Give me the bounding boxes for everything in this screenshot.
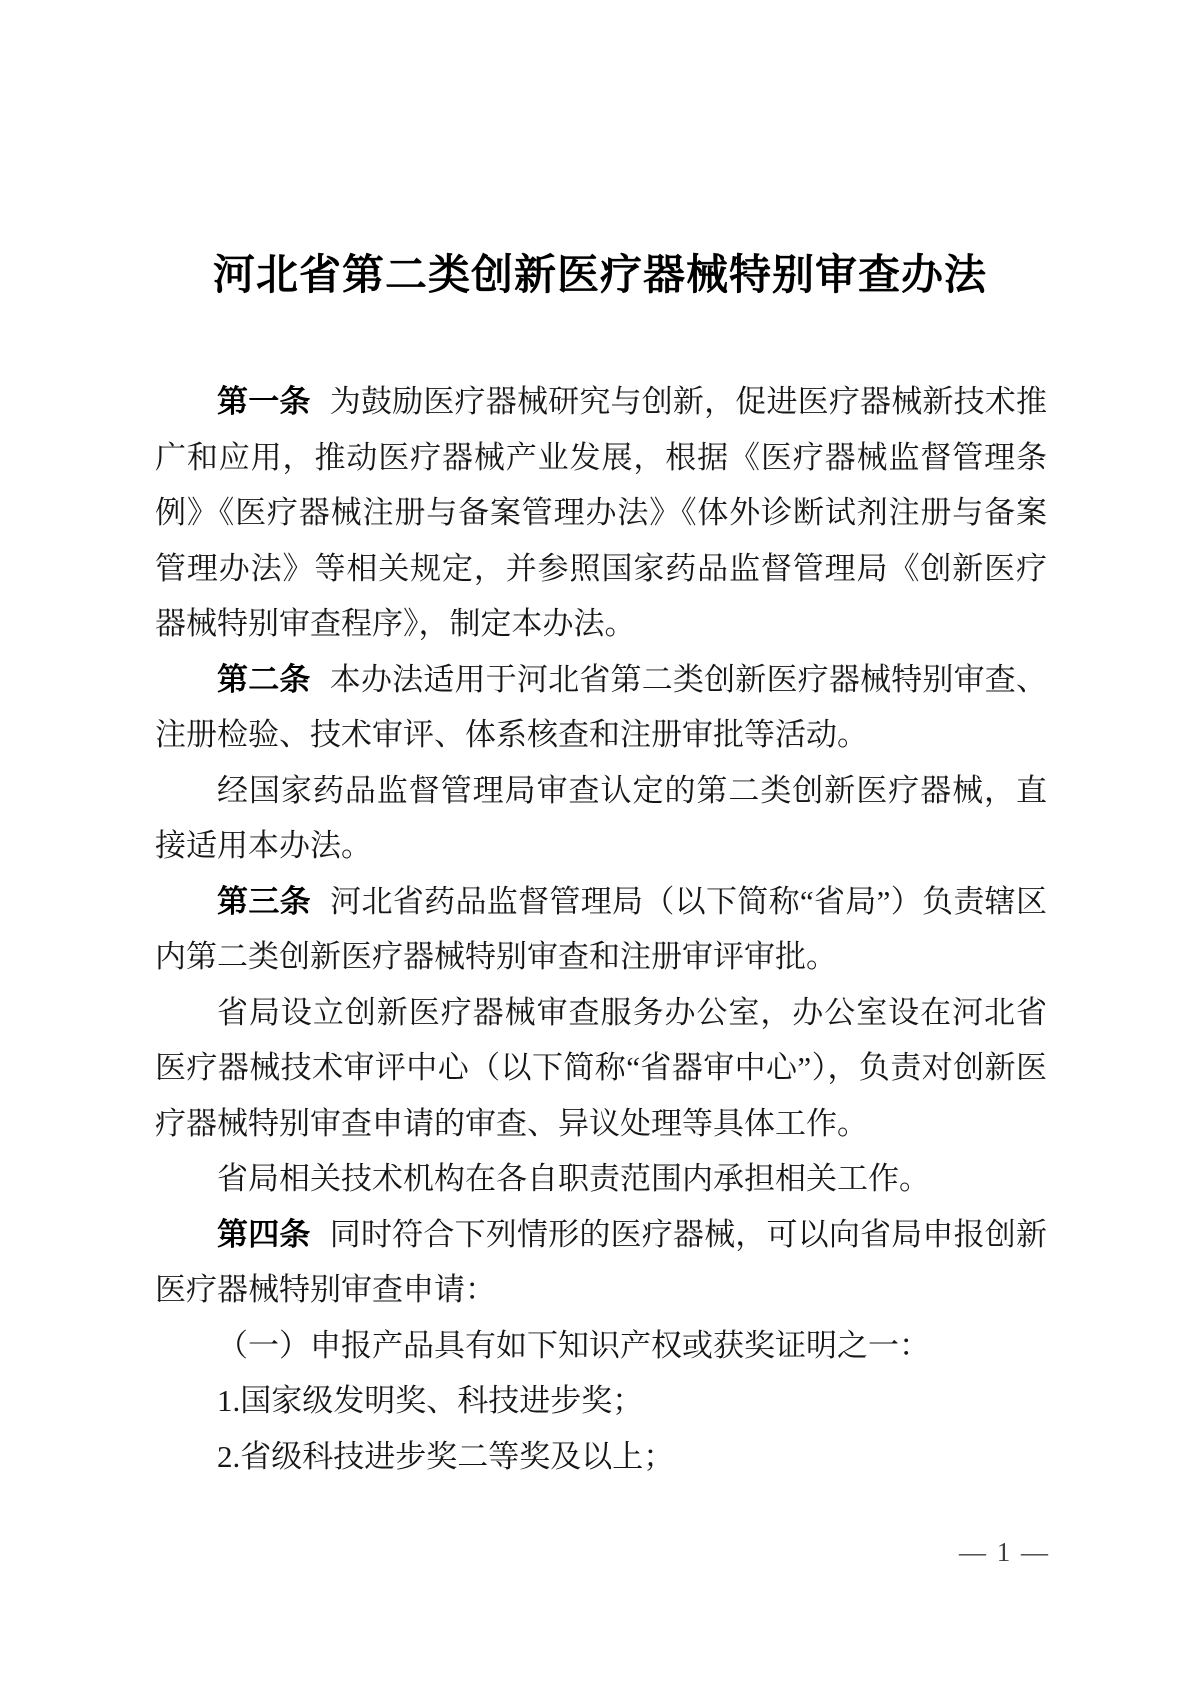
paragraph-subitem-2: [155, 1429, 1047, 1485]
paragraph-article-1: [155, 374, 1047, 652]
paragraph-article-4: [155, 1207, 1047, 1318]
document-body: [155, 374, 1047, 1484]
paragraph-text: 经国家药品监督管理局审查认定的第二类创新医疗器械，直接适用本办法。: [155, 772, 1047, 863]
paragraph-article-2-cont: [155, 763, 1047, 874]
article-number: 第四条: [217, 1216, 311, 1252]
paragraph-text: 2.省级科技进步奖二等奖及以上；: [217, 1438, 675, 1474]
paragraph-text: 1.国家级发明奖、科技进步奖；: [217, 1383, 644, 1418]
paragraph-text: （一）申报产品具有如下知识产权或获奖证明之一：: [217, 1327, 930, 1363]
article-number: 第一条: [217, 384, 311, 419]
article-number: 第三条: [217, 883, 311, 919]
paragraph-text: 省局设立创新医疗器械审查服务办公室，办公室设在河北省医疗器械技术审评中心（以下简称“省器审中心”），负责对创新医疗器械特别审查申请的审查、异议处理等具体工作。: [155, 994, 1047, 1141]
paragraph-article-3-cont-1: [155, 985, 1047, 1152]
paragraph-item-1: [155, 1318, 1047, 1374]
paragraph-text: 河北省药品监督管理局（以下简称“省局”）负责辖区内第二类创新医疗器械特别审查和注册审评审批。: [155, 883, 1047, 974]
paragraph-text: 本办法适用于河北省第二类创新医疗器械特别审查、注册检验、技术审评、体系核查和注册审批等活动。: [155, 661, 1048, 752]
paragraph-subitem-1: [155, 1373, 1047, 1429]
article-number: 第二条: [217, 661, 311, 697]
paragraph-article-2: [155, 652, 1047, 763]
paragraph-article-3: [155, 874, 1047, 985]
paragraph-text: 同时符合下列情形的医疗器械，可以向省局申报创新医疗器械特别审查申请：: [155, 1216, 1048, 1307]
paragraph-article-3-cont-2: [155, 1151, 1047, 1207]
paragraph-text: 省局相关技术机构在各自职责范围内承担相关工作。: [217, 1161, 930, 1196]
paragraph-text: 为鼓励医疗器械研究与创新，促进医疗器械新技术推广和应用，推动医疗器械产业发展，根据《医疗器械监督管理条例》《医疗器械注册与备案管理办法》《体外诊断试剂注册与备案管理办法》等相关规定，并参照国家药品监督管理局《创新医疗器械特别审查程序》，制定本办法。: [155, 384, 1048, 641]
page-number: — 1 —: [959, 1537, 1050, 1567]
document-title: 河北省第二类创新医疗器械特别审查办法: [212, 253, 987, 299]
